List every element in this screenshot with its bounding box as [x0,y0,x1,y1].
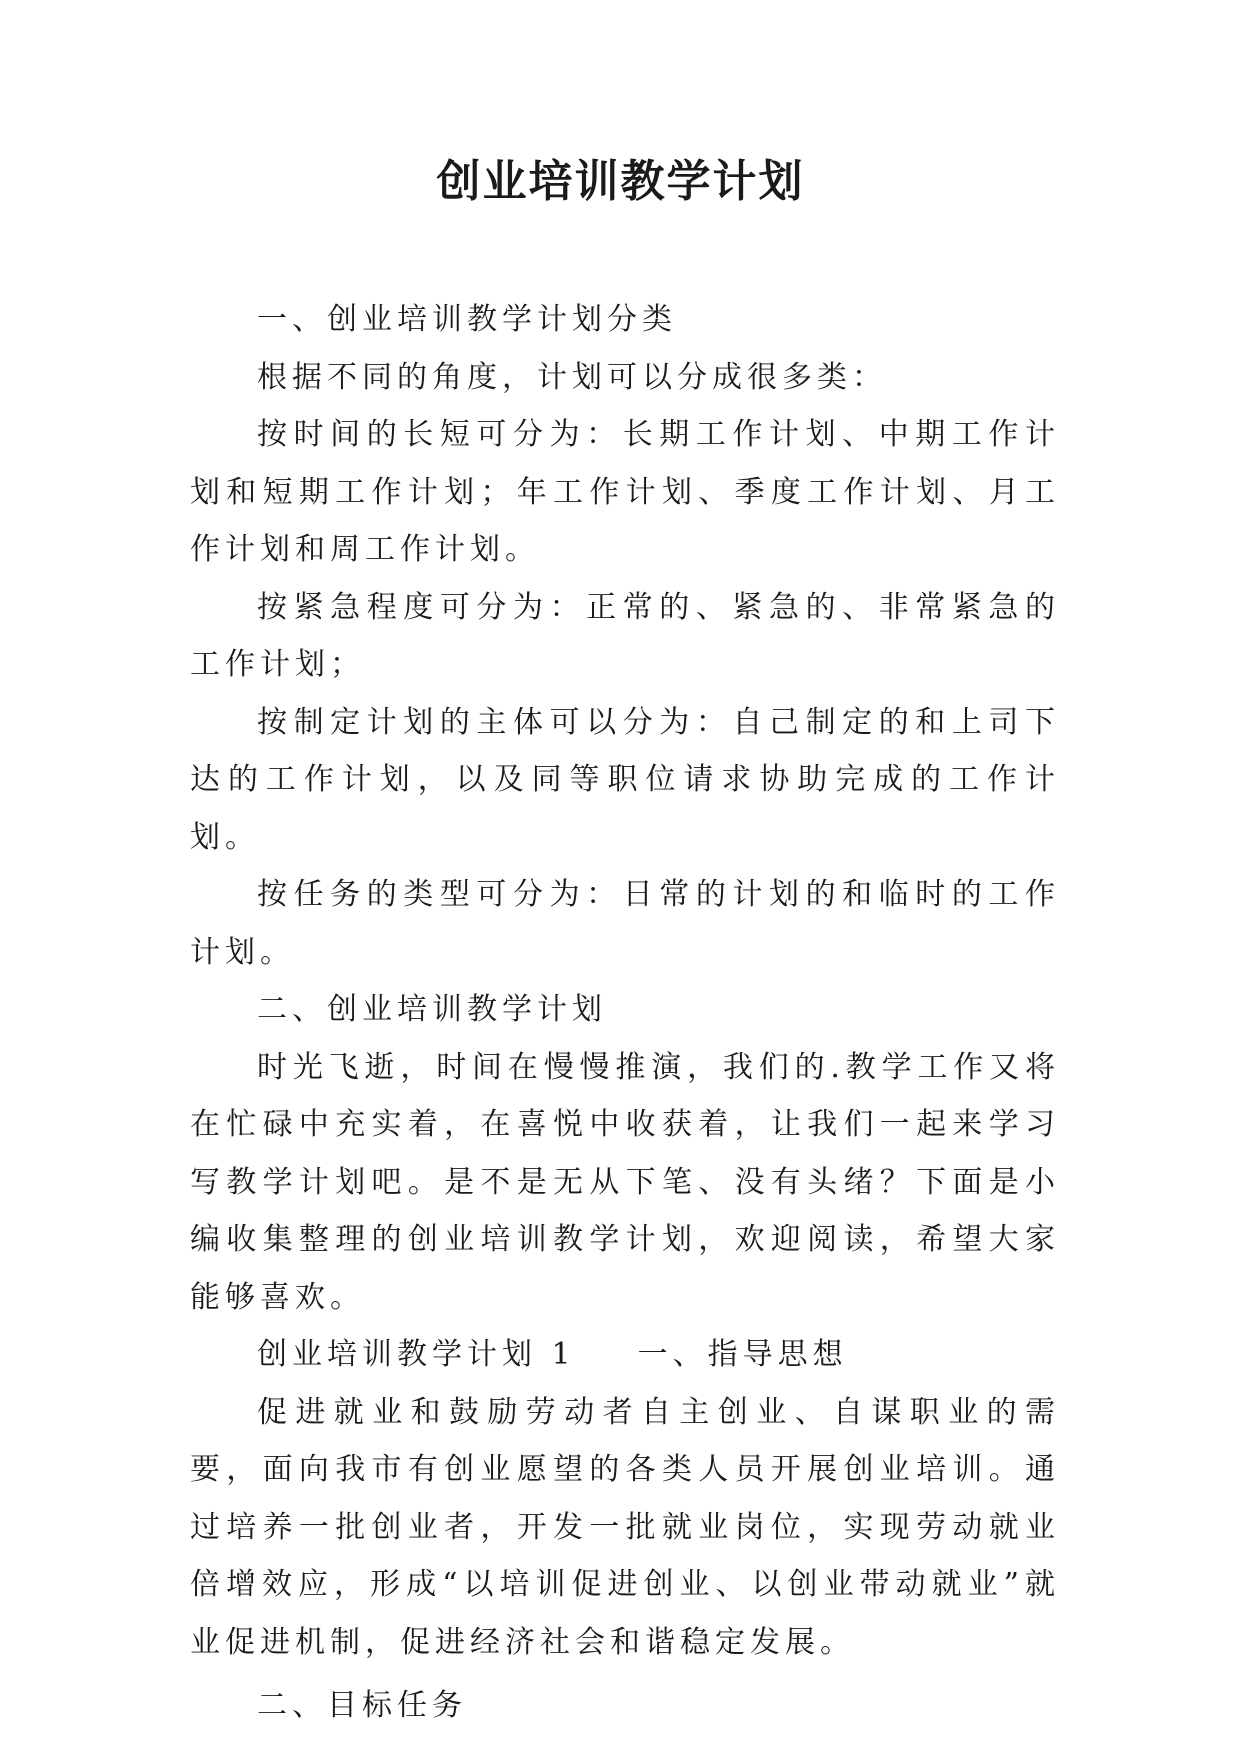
plan-heading [190,1326,1060,1384]
plan-name: 创业培训教学计划 1 [257,1337,576,1372]
paragraph: 按紧急程度可分为：正常的、紧急的、非常紧急的工作计划； [190,589,1060,682]
paragraph: 二、创业培训教学计划 [257,992,607,1027]
paragraph: 一、创业培训教学计划分类 [257,302,677,337]
paragraph: 促进就业和鼓励劳动者自主创业、自谋职业的需要，面向我市有创业愿望的各类人员开展创业培训。通过培养一批创业者，开发一批就业岗位，实现劳动就业倍增效应，形成“以培训促进创业、以创业带动就业”就业促进机制，促进经济社会和谐稳定发展。 [190,1394,1060,1660]
paragraph: 二、目标任务 [257,1688,467,1723]
paragraph: 根据不同的角度，计划可以分成很多类： [257,359,887,395]
document-body [190,291,1060,1735]
paragraph: 按制定计划的主体可以分为：自己制定的和上司下达的工作计划，以及同等职位请求协助完成的工作计划。 [190,704,1060,855]
document-title: 创业培训教学计划 [436,156,805,207]
plan-section-heading: 一、指导思想 [637,1337,848,1372]
paragraph: 时光飞逝，时间在慢慢推演，我们的.教学工作又将在忙碌中充实着，在喜悦中收获着，让我们一起来学习写教学计划吧。是不是无从下笔、没有头绪？下面是小编收集整理的创业培训教学计划，欢迎阅读，希望大家能够喜欢。 [190,1049,1060,1315]
paragraph: 按任务的类型可分为：日常的计划的和临时的工作计划。 [190,877,1060,970]
paragraph: 按时间的长短可分为：长期工作计划、中期工作计划和短期工作计划；年工作计划、季度工作计划、月工作计划和周工作计划。 [190,417,1060,567]
